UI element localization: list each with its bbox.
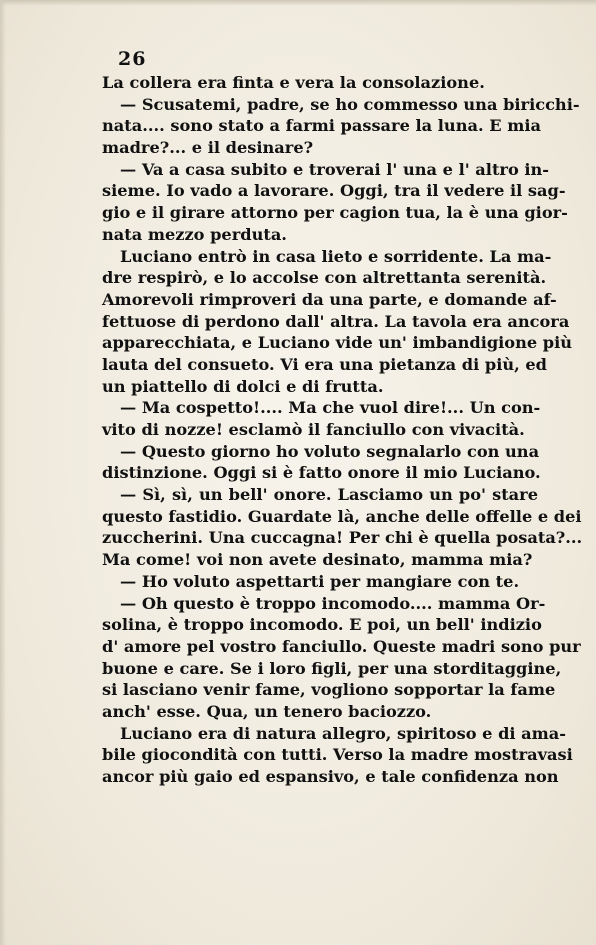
text-line: — Questo giorno ho voluto segnalarlo con una <box>120 441 540 461</box>
text-line: apparecchiata, e Luciano vide un' imbandigione più <box>102 333 573 353</box>
text-line: un piattello di dolci e di frutta. <box>102 376 384 396</box>
text-line: vito di nozze! esclamò il fanciullo con vivacità. <box>102 420 525 439</box>
text-line: nata mezzo perduta. <box>102 224 287 244</box>
text-line: questo fastidio. Guardate là, anche delle offelle e dei <box>102 506 582 526</box>
text-line: solina, è troppo incomodo. E poi, un bell' indizio <box>102 615 542 635</box>
text-line: d' amore pel vostro fanciullo. Queste madri sono pur <box>102 636 581 656</box>
text-line: nata.... sono stato a farmi passare la luna. E mia <box>102 116 541 136</box>
text-line: Amorevoli rimproveri da una parte, e domande af- <box>102 289 557 309</box>
text-line: fettuose di perdono dall' altra. La tavola era ancora <box>102 311 570 331</box>
text-line: Ma come! voi non avete desinato, mamma mia? <box>102 550 533 570</box>
text-line: lauta del consueto. Vi era una pietanza di più, ed <box>102 354 547 374</box>
text-line: gio e il girare attorno per cagion tua, la è una gior- <box>102 203 568 223</box>
body-text <box>102 72 583 788</box>
text-line: — Ma cospetto!.... Ma che vuol dire!... Un con- <box>120 398 541 418</box>
text-line: si lasciano venir fame, vogliono sopportar la fame <box>102 680 556 700</box>
text-line: bile giocondità con tutti. Verso la madre mostravasi <box>102 745 573 765</box>
text-line: La collera era finta e vera la consolazione. <box>102 73 485 92</box>
text-line: — Sì, sì, un bell' onore. Lasciamo un po' stare <box>120 485 538 505</box>
text-line: — Oh questo è troppo incomodo.... mamma Or- <box>120 593 546 613</box>
text-line: anch' esse. Qua, un tenero baciozzo. <box>102 701 432 721</box>
text-line: — Va a casa subito e troverai l' una e l' altro in- <box>120 159 550 179</box>
text-line: sieme. Io vado a lavorare. Oggi, tra il vedere il sag- <box>102 181 566 201</box>
text-line: madre?... e il desinare? <box>102 138 314 158</box>
text-line: zuccherini. Una cuccagna! Per chi è quella posata?... <box>102 528 583 548</box>
text-line: — Ho voluto aspettarti per mangiare con te. <box>120 571 520 591</box>
page-number: 26 <box>118 48 147 70</box>
text-line: ancor più gaio ed espansivo, e tale confidenza non <box>102 767 559 786</box>
text-line: Luciano entrò in casa lieto e sorridente. La ma- <box>120 246 552 266</box>
text-line: Luciano era di natura allegro, spiritoso e di ama- <box>120 723 567 743</box>
scan-edge-top <box>0 0 596 6</box>
scan-edge-left <box>0 0 6 945</box>
text-line: buone e care. Se i loro figli, per una storditaggine, <box>102 658 562 678</box>
text-line: distinzione. Oggi si è fatto onore il mio Luciano. <box>102 463 541 483</box>
text-line: dre respirò, e lo accolse con altrettanta serenità. <box>102 268 547 288</box>
text-line: — Scusatemi, padre, se ho commesso una biricchi- <box>120 94 580 114</box>
